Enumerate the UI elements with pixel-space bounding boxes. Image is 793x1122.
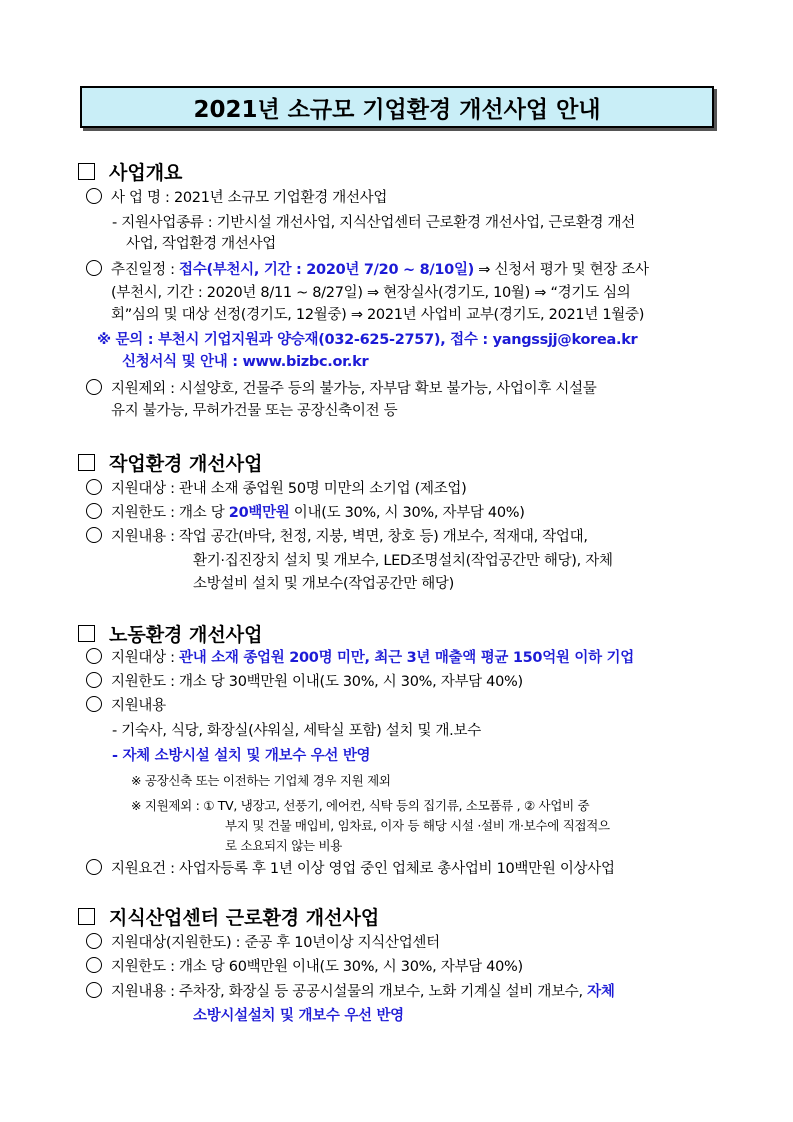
section-heading-text: 사업개요 [109, 162, 183, 184]
project-name-line [86, 187, 387, 209]
value: ⇒ 신청서 평가 및 현장 조사 [473, 262, 649, 278]
schedule-line-2: (부천시, 기간 : 2020년 8/11 ~ 8/27일) ⇒ 현장실사(경기도, 10월) ⇒ “경기도 심의 [111, 285, 631, 301]
circle-bullet-icon [86, 260, 102, 276]
page-title: 2021년 소규모 기업환경 개선사업 안내 [80, 86, 714, 128]
value: 이내(도 30%, 시 30%, 자부담 40%) [289, 505, 525, 521]
square-bullet-icon [78, 908, 95, 925]
circle-bullet-icon [86, 859, 102, 875]
schedule-line [86, 259, 649, 281]
labor-target-line [86, 647, 634, 669]
value: 지원내용 : 작업 공간(바닥, 천정, 지붕, 벽면, 창호 등) 개보수, 적재대, 작업대, [111, 529, 588, 545]
work-limit-line [86, 502, 525, 524]
circle-bullet-icon [86, 957, 102, 973]
limit-amount: 20백만원 [228, 505, 290, 521]
value: 지원한도 : 개소 당 60백만원 이내(도 30%, 시 30%, 자부담 40%) [111, 959, 523, 975]
kc-content-line [86, 981, 615, 1003]
kc-limit-line [86, 956, 523, 978]
project-types-line: - 지원사업종류 : 기반시설 개선사업, 지식산업센터 근로환경 개선사업, 근로환경 개선 [112, 215, 635, 231]
section-heading-text: 지식산업센터 근로환경 개선사업 [109, 907, 380, 929]
circle-bullet-icon [86, 527, 102, 543]
labor-note-2: ※ 지원제외 : ① TV, 냉장고, 선풍기, 에어컨, 식탁 등의 집기류, 소모품류 , ② 사업비 중 [131, 798, 590, 813]
section-heading-text: 노동환경 개선사업 [109, 624, 263, 646]
circle-bullet-icon [86, 672, 102, 688]
labor-note-2-line-3: 로 소요되지 않는 비용 [225, 838, 342, 853]
circle-bullet-icon [86, 479, 102, 495]
square-bullet-icon [78, 625, 95, 642]
value: 2021년 소규모 기업환경 개선사업 [173, 190, 388, 206]
kc-target-line [86, 932, 440, 954]
work-content-line-3: 소방설비 설치 및 개보수(작업공간만 해당) [193, 576, 454, 592]
value: 지원대상 : 관내 소재 종업원 50명 미만의 소기업 (제조업) [111, 481, 467, 497]
value: 지원한도 : 개소 당 30백만원 이내(도 30%, 시 30%, 자부담 40%) [111, 674, 523, 690]
section-heading-text: 작업환경 개선사업 [109, 453, 263, 475]
contact-line: ※ 문의 : 부천시 기업지원과 양승재(032-625-2757), 접수 : yangssjj@korea.kr [97, 332, 638, 348]
labor-requirement-line [86, 858, 615, 880]
labor-item-1: - 기숙사, 식당, 화장실(샤워실, 세탁실 포함) 설치 및 개.보수 [112, 723, 481, 739]
labor-limit-line [86, 671, 523, 693]
square-bullet-icon [78, 454, 95, 471]
labor-item-2: - 자체 소방시설 설치 및 개보수 우선 반영 [112, 748, 371, 764]
label: 추진일정 : [111, 262, 180, 278]
work-content-line [86, 526, 588, 548]
labor-note-1: ※ 공장신축 또는 이전하는 기업체 경우 지원 제외 [131, 773, 391, 788]
exclusion-line [86, 378, 597, 400]
circle-bullet-icon [86, 982, 102, 998]
exclusion-line-2: 유지 불가능, 무허가건물 또는 공장신축이전 등 [111, 403, 398, 419]
target-criteria: 관내 소재 종업원 200명 미만, 최근 3년 매출액 평균 150억원 이하 기업 [179, 650, 634, 666]
circle-bullet-icon [86, 379, 102, 395]
value: 지원내용 [111, 698, 166, 714]
circle-bullet-icon [86, 648, 102, 664]
value: 지원대상(지원한도) : 준공 후 10년이상 지식산업센터 [111, 935, 440, 951]
kc-content-line-2: 소방시설설치 및 개보수 우선 반영 [193, 1008, 404, 1024]
value: 지원내용 : 주차장, 화장실 등 공공시설물의 개보수, 노화 기계실 설비 개보수, [111, 984, 588, 1000]
label: 지원대상 : [111, 650, 180, 666]
work-target-line [86, 478, 466, 500]
highlight: 자체 [587, 984, 615, 1000]
square-bullet-icon [78, 163, 95, 180]
value: 지원요건 : 사업자등록 후 1년 이상 영업 중인 업체로 총사업비 10백만원 이상사업 [111, 861, 615, 877]
value: 지원제외 : 시설양호, 건물주 등의 불가능, 자부담 확보 불가능, 사업이후 시설물 [111, 381, 597, 397]
schedule-line-3: 회”심의 및 대상 선정(경기도, 12월중) ⇒ 2021년 사업비 교부(경기도, 2021년 1월중) [111, 307, 645, 323]
forms-line: 신청서식 및 안내 : www.bizbc.or.kr [122, 354, 369, 370]
labor-content-line [86, 695, 166, 717]
work-content-line-2: 환기·집진장치 설치 및 개보수, LED조명설치(작업공간만 해당), 자체 [193, 553, 613, 569]
circle-bullet-icon [86, 503, 102, 519]
section-heading-work-env [78, 449, 262, 476]
label: 지원한도 : 개소 당 [111, 505, 229, 521]
circle-bullet-icon [86, 933, 102, 949]
label: 사 업 명 : [111, 190, 174, 206]
project-types-line-2: 사업, 작업환경 개선사업 [126, 236, 276, 252]
section-heading-overview [78, 158, 182, 185]
circle-bullet-icon [86, 188, 102, 204]
labor-note-2-line-2: 부지 및 건물 매입비, 임차료, 이자 등 해당 시설 ·설비 개·보수에 직접적으 [225, 818, 610, 833]
section-heading-knowledge-center [78, 903, 379, 930]
section-heading-labor-env [78, 620, 262, 647]
application-period: 접수(부천시, 기간 : 2020년 7/20 ~ 8/10일) [179, 262, 474, 278]
circle-bullet-icon [86, 696, 102, 712]
